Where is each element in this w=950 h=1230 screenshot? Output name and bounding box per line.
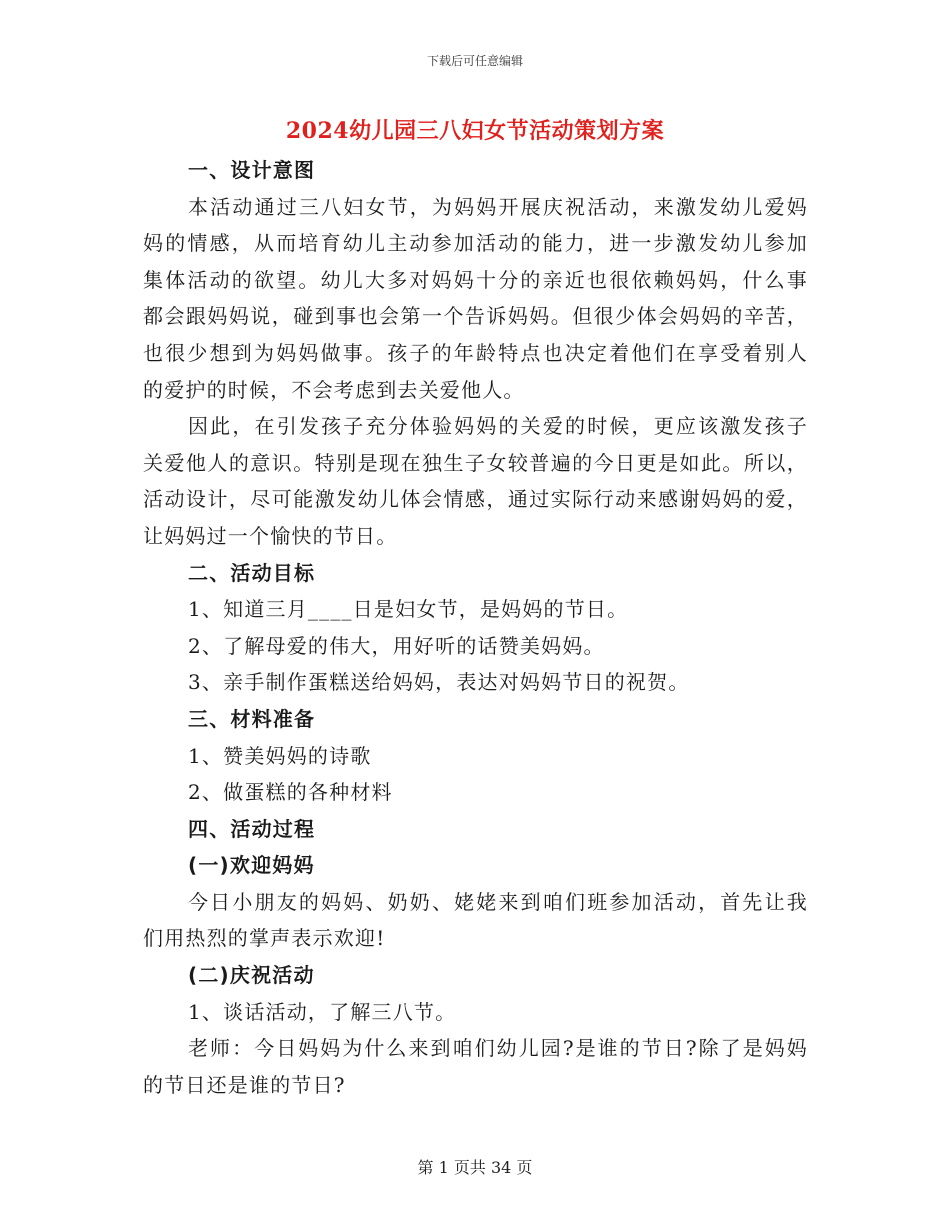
subsection-heading-welcome: (一)欢迎妈妈 [188, 853, 315, 878]
material-item: 1、赞美妈妈的诗歌 [188, 743, 372, 768]
subsection-heading-celebration: (二)庆祝活动 [188, 963, 315, 988]
paragraph-line: 因此，在引发孩子充分体验妈妈的关爱的时候，更应该激发孩子 [188, 414, 808, 439]
paragraph-line: 的爱护的时候，不会考虑到去关爱他人。 [143, 377, 525, 402]
page-number: 第 1 页共 34 页 [417, 1158, 533, 1177]
paragraph-line: 活动设计，尽可能激发幼儿体会情感，通过实际行动来感谢妈妈的爱， [143, 487, 808, 512]
document-title: 2024幼儿园三八妇女节活动策划方案 [285, 118, 665, 144]
paragraph-line: 也很少想到为妈妈做事。孩子的年龄特点也决定着他们在享受着别人 [143, 340, 808, 365]
document-body [143, 152, 808, 1103]
paragraph-line: 的节日还是谁的节日? [143, 1072, 346, 1097]
material-item: 2、做蛋糕的各种材料 [188, 780, 393, 805]
page-header-note: 下载后可任意编辑 [426, 54, 523, 68]
paragraph-line: 都会跟妈妈说，碰到事也会第一个告诉妈妈。但很少体会妈妈的辛苦， [143, 304, 808, 329]
section-heading-design-intent: 一、设计意图 [188, 158, 316, 182]
goal-item: 2、了解母爱的伟大，用好听的话赞美妈妈。 [188, 633, 605, 658]
section-heading-activity-process: 四、活动过程 [188, 816, 316, 841]
paragraph-line: 集体活动的欲望。幼儿大多对妈妈十分的亲近也很依赖妈妈，什么事 [143, 267, 808, 292]
paragraph-line: 老师：今日妈妈为什么来到咱们幼儿园?是谁的节日?除了是妈妈 [188, 1036, 808, 1061]
paragraph-line: 们用热烈的掌声表示欢迎! [143, 926, 386, 951]
goal-item: 1、知道三月____日是妇女节，是妈妈的节日。 [188, 597, 629, 622]
step-item: 1、谈话活动，了解三八节。 [188, 999, 457, 1024]
paragraph-line: 关爱他人的意识。特别是现在独生子女较普遍的今日更是如此。所以， [143, 450, 808, 475]
paragraph-line: 让妈妈过一个愉快的节日。 [143, 523, 398, 548]
goal-item: 3、亲手制作蛋糕送给妈妈，表达对妈妈节日的祝贺。 [188, 670, 690, 695]
paragraph-line: 妈的情感，从而培育幼儿主动参加活动的能力，进一步激发幼儿参加 [143, 231, 808, 256]
paragraph-line: 今日小朋友的妈妈、奶奶、姥姥来到咱们班参加活动，首先让我 [188, 889, 808, 914]
section-heading-materials: 三、材料准备 [188, 706, 316, 731]
paragraph-line: 本活动通过三八妇女节，为妈妈开展庆祝活动，来激发幼儿爱妈 [188, 194, 808, 219]
section-heading-activity-goals: 二、活动目标 [188, 560, 316, 585]
